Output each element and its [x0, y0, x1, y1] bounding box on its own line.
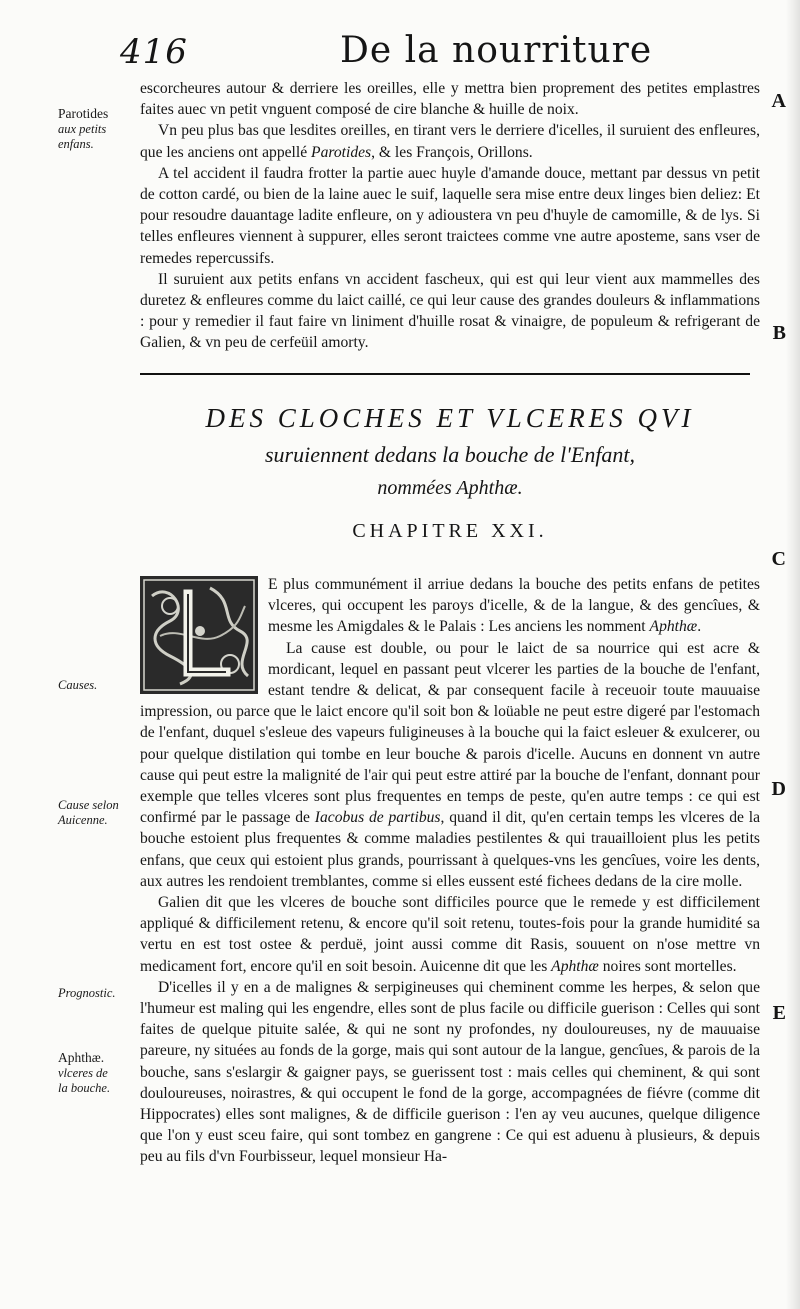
paragraph-mammelles: Il suruient aux petits enfans vn accident fascheux, qui est qui leur vient aux mammelles des duretez & enfleures comme du laict caillé, ce qui leur cause des grandes douleurs & inflammations : pour y remedier il faut faire vn liniment d'huille rosat & vinaigre, de populeum & refrigerant de Galien, & vn peu de cerfeüil amorty. [140, 270, 760, 352]
paragraph-escorcheures: escorcheures autour & derriere les oreilles, elle y mettra bien proprement des petites emplastres faites auec vn petit vnguent composé de cire blanche & huille de noix. [140, 80, 760, 119]
paragraph-aphthae-intro-b: . [697, 618, 702, 636]
margin-note-prognostic [58, 986, 116, 1001]
running-title: De la nourriture [340, 30, 653, 71]
margin-note-aphthae-sub2: la bouche. [58, 1081, 111, 1095]
margin-note-cause-selon [58, 798, 119, 828]
margin-note-causes-text: Causes. [58, 678, 98, 692]
margin-note-aphthae [58, 1050, 110, 1096]
margin-note-cause-selon2: Auicenne. [58, 813, 108, 827]
paragraph-aphthae-intro-a: E plus communément il arriue dedans la bouche des petits enfans de petites vlceres, qui occupent les paroys d'icelle, & de la langue, & des gencîues, & mesme les Amigdales & le Palais : Les anciens les nomment [268, 576, 760, 636]
section-letter-e: E [772, 1002, 786, 1024]
chapter-heading [140, 400, 760, 502]
margin-note-parotides [58, 106, 108, 152]
paragraph-prognostic [140, 892, 760, 977]
margin-note-cause-selon1: Cause selon [58, 798, 119, 812]
paragraph-malignes: D'icelles il y en a de malignes & serpigineuses qui cheminent comme les herpes, & selon que l'humeur est maling qui les engendre, elles sont de plus facile ou difficile guerison : Celles qui sont faites de quelque pituite salée, & qui ne sont ny profondes, ny douloureuses, ny de mauuaise pareure, ny situées au fonds de la gorge, mais qui sont autour de la langue, gencîues, & parois de la bouche, sans s'eslargir & gaigner pays, se guerissent tost : mais celles qui cheminent, & qui sont douloureuses, noirastres, & qui occupent le fond de la gorge, accompagnées de fiévre (comme dit Hippocrates) elles sont malignes, & de difficile guerison : l'en ay veu aucunes, quelque diligence que l'on y eust sceu faire, qui sont tombez en gangrene : Ce qui est aduenu à plusieurs, & depuis peu au fils d'vn Fourbisseur, lequel monsieur Ha- [140, 978, 760, 1166]
paragraph-causes-a: La cause est double, ou pour le laict de sa nourrice qui est acre & mordicant, lequel en passant peut vlcerer les parties de la bouche de l'enfant, estant tendre & delicat, & par consequent facile à receuoir toute mauuaise impression, ou parce que le laict encore qu'il soit bon & loüable ne peut estre digeré par l'estomach de l'enfant, duquel s'esleue des vapeurs fuligineuses à la bouche qui la faict esleuer & exulcerer, ou pour quelque distilation qui tombe en leur bouche & parois d'icelle. Aucuns en donnent vn autre cause qui peut estre la malignité de l'air qui peut estre attiré par la bouche de l'enfant, donnant pour exemple que telles vlceres sont plus frequentes en temps de peste, qu'en autre temps : ce qui est confirmé par le passage de [140, 639, 760, 827]
paragraph-parotides [140, 120, 760, 162]
paragraph-aphthae-intro-italic: Aphthæ [649, 618, 698, 636]
paragraph-remede-parotides: A tel accident il faudra frotter la partie auec huyle d'amande douce, mettant par dessus vn petit de cotton cardé, ou bien de la laine auec le suif, laquelle sera mise entre deux linges bien deliez: Et pour resoudre dauantage ladite enfleure, on y adioustera vn peu d'huyle de camomille, & de lys. Si telles enfleures viennent à suppurer, elles seront traictees comme vne autre aposteme, sans vser de remedes repercussifs. [140, 164, 760, 267]
margin-note-aphthae-sub1: vlceres de [58, 1066, 108, 1080]
chapter-number: CHAPITRE XXI. [352, 520, 548, 542]
margin-note-causes [58, 678, 97, 693]
margin-note-prognostic-text: Prognostic. [58, 986, 116, 1000]
chapter-heading-line1: DES CLOCHES ET VLCERES QVI [205, 403, 695, 433]
margin-note-aphthae-title: Aphthæ. [58, 1050, 105, 1065]
body-text-chapter [140, 574, 760, 1168]
decorated-initial-l [140, 576, 258, 694]
section-letter-a: A [771, 90, 786, 112]
margin-notes [0, 0, 140, 1309]
paragraph-prognostic-italic: Aphthæ [551, 957, 599, 975]
margin-note-parotides-title: Parotides [58, 106, 109, 121]
page-number: 416 [120, 32, 188, 72]
chapter-heading-line2: suruiennent dedans la bouche de l'Enfant, [264, 442, 636, 467]
paragraph-causes-italic: Iacobus de partibus [314, 809, 441, 827]
paragraph-prognostic-b: noires sont mortelles. [598, 957, 737, 975]
page-header [120, 30, 760, 78]
chapter-heading-line3: nommées Aphthæ. [377, 477, 523, 499]
margin-note-parotides-sub2: enfans. [58, 137, 94, 151]
paragraph-parotides-italic: Parotides [311, 143, 372, 161]
decorated-initial-icon [140, 576, 258, 694]
section-letter-d: D [771, 778, 786, 800]
section-letters [760, 0, 800, 1309]
section-divider [140, 373, 750, 375]
margin-note-parotides-sub1: aux petits [58, 122, 107, 136]
section-letter-c: C [771, 548, 786, 570]
paragraph-causes-b: , quand il dit, qu'en certain temps les vlceres de la bouche estoient plus frequentes & comme maladies pestilentes & qui trauailloient plus les petits enfans, que ceux qui estoient plus grands, pourrissant à quelques-vns les gencîues, voire les dents, aux autres les rendoient tremblantes, comme si elles eussent esté fichees dedans de la cire molle. [140, 809, 761, 890]
body-text-top [140, 78, 760, 354]
paragraph-parotides-a: Vn peu plus bas que lesdites oreilles, en tirant vers le derriere d'icelles, il suruient des enfleures, que les anciens ont appellé [140, 122, 760, 161]
paragraph-prognostic-a: Galien dit que les vlceres de bouche sont difficiles pource que le remede y est difficilement appliqué & difficilement retenu, & encore qu'il soit retenu, toutes-fois pour la grande humidité sa vertu en est tost ostee & perduë, joint aussi comme dit Rasis, souuent on n'ose mettre vn medicament fort, encore qu'il en soit besoin. Auicenne dit que les [140, 894, 760, 975]
section-letter-b: B [772, 322, 786, 344]
paragraph-parotides-b: , & les François, Orillons. [371, 143, 533, 161]
